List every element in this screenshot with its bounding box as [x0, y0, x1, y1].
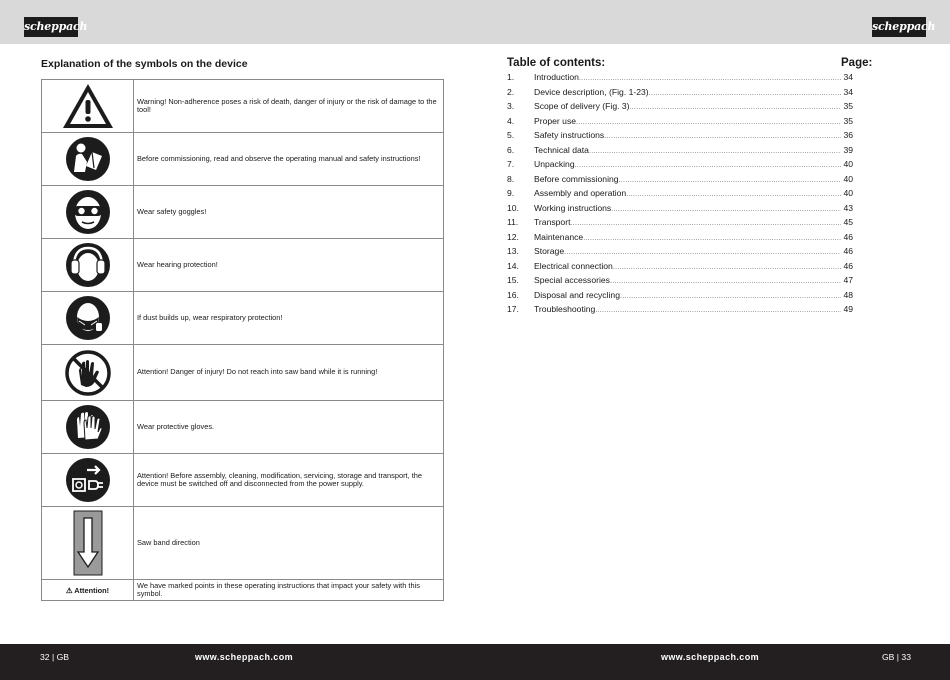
toc-leader [595, 307, 841, 314]
toc-number: 11. [507, 217, 519, 227]
toc-label: Assembly and operation [534, 188, 627, 198]
toc-label: Electrical connection [534, 260, 613, 271]
toc-entry[interactable] [507, 101, 853, 116]
scheppach-logo-left: scheppach [24, 17, 78, 37]
toc-entry[interactable] [507, 145, 853, 160]
toc-page-number: 35 [843, 115, 853, 126]
symbol-row [42, 454, 444, 507]
toc-page-number: 40 [843, 188, 853, 198]
toc-page-number: 34 [843, 86, 853, 97]
toc-leader [610, 278, 841, 285]
toc-label: Transport [534, 217, 571, 227]
toc-label: Working instructions [534, 202, 612, 213]
scheppach-logo-right: scheppach [872, 17, 926, 37]
toc-number: 7. [507, 159, 515, 169]
toc-leader [611, 206, 841, 213]
toc-title: Table of contents: [507, 57, 606, 69]
symbol-row [42, 186, 444, 239]
toc-label: Unpacking [534, 159, 575, 169]
toc-leader [649, 90, 842, 97]
toc-label: Maintenance [534, 231, 584, 242]
symbol-row [42, 292, 444, 345]
toc-page-number: 36 [843, 130, 853, 140]
saw-band-direction-arrow-icon [42, 507, 134, 580]
toc-number: 1. [507, 72, 515, 82]
symbol-row [42, 401, 444, 454]
disconnect-plug-icon [42, 454, 134, 507]
toc-entry[interactable] [507, 130, 853, 145]
toc-number: 10. [507, 202, 519, 213]
symbol-description: Saw band direction [134, 507, 444, 580]
toc-page-number: 45 [843, 217, 853, 227]
toc-label: Before commissioning [534, 173, 619, 184]
protective-gloves-icon [42, 401, 134, 454]
toc-leader [575, 162, 842, 169]
header-bar [0, 0, 950, 44]
toc-entry[interactable] [507, 275, 853, 290]
toc-label: Storage [534, 246, 565, 256]
toc-label: Technical data [534, 144, 589, 155]
toc-entry[interactable] [507, 246, 853, 261]
symbols-table [41, 79, 444, 601]
toc-label: Proper use [534, 115, 577, 126]
toc-number: 5. [507, 130, 515, 140]
toc-leader [579, 75, 842, 82]
toc-leader [570, 220, 841, 227]
toc-label: Scope of delivery (Fig. 3) [534, 101, 630, 111]
right-page-number: GB | 33 [882, 652, 911, 662]
toc-label: Introduction [534, 72, 579, 82]
toc-entry[interactable] [507, 116, 853, 131]
toc-number: 6. [507, 144, 515, 155]
toc-leader [576, 119, 841, 126]
toc-leader [564, 249, 841, 256]
symbol-row [42, 507, 444, 580]
footer-url-left[interactable]: www.scheppach.com [195, 652, 293, 662]
toc-leader [604, 133, 841, 140]
toc-entry[interactable] [507, 261, 853, 276]
toc-page-number: 46 [843, 246, 853, 256]
toc-page-number: 39 [843, 144, 853, 155]
toc-number: 3. [507, 101, 515, 111]
hearing-protection-icon [42, 239, 134, 292]
toc-label: Device description, (Fig. 1-23) [534, 86, 649, 97]
toc-number: 14. [507, 260, 519, 271]
toc-page-number: 46 [843, 260, 853, 271]
toc-number: 13. [507, 246, 519, 256]
toc-number: 4. [507, 115, 515, 126]
warning-triangle-icon [42, 80, 134, 133]
toc-number: 2. [507, 86, 515, 97]
symbol-description: Wear hearing protection! [134, 239, 444, 292]
symbol-description: Warning! Non-adherence poses a risk of death, danger of injury or the risk of damage to the tool! [134, 80, 444, 133]
toc-entry[interactable] [507, 203, 853, 218]
toc-entry[interactable] [507, 188, 853, 203]
toc-entry[interactable] [507, 174, 853, 189]
toc-page-number: 46 [843, 231, 853, 242]
symbol-description: Wear protective gloves. [134, 401, 444, 454]
toc-page-number: 49 [843, 304, 853, 314]
attention-row [42, 580, 444, 601]
toc-page-header: Page: [841, 57, 873, 69]
toc-label: Safety instructions [534, 130, 605, 140]
toc-number: 15. [507, 275, 519, 285]
toc-leader [626, 191, 841, 198]
toc-entry[interactable] [507, 232, 853, 247]
toc-entry[interactable] [507, 87, 853, 102]
toc-page-number: 40 [843, 173, 853, 184]
attention-description: We have marked points in these operating instructions that impact your safety with this symbol. [134, 580, 444, 601]
toc-page-number: 35 [843, 101, 853, 111]
attention-label: ⚠ Attention! [42, 580, 134, 601]
toc-number: 9. [507, 188, 515, 198]
toc-page-number: 47 [843, 275, 853, 285]
toc-page-number: 34 [843, 72, 853, 82]
table-of-contents [507, 72, 853, 319]
symbol-row [42, 80, 444, 133]
toc-entry[interactable] [507, 304, 853, 319]
toc-page-number: 48 [843, 289, 853, 300]
left-page-number: 32 | GB [40, 652, 69, 662]
symbols-section-title: Explanation of the symbols on the device [41, 58, 248, 70]
toc-leader [583, 235, 841, 242]
toc-number: 17. [507, 304, 519, 314]
toc-label: Disposal and recycling [534, 289, 620, 300]
read-manual-icon [42, 133, 134, 186]
toc-entry[interactable] [507, 217, 853, 232]
toc-number: 16. [507, 289, 519, 300]
symbol-row [42, 239, 444, 292]
no-reaching-hand-icon [42, 345, 134, 401]
toc-leader [613, 264, 842, 271]
respiratory-mask-icon [42, 292, 134, 345]
toc-leader [630, 104, 842, 111]
symbol-description: Before commissioning, read and observe the operating manual and safety instructions! [134, 133, 444, 186]
toc-leader [619, 177, 842, 184]
toc-leader [620, 293, 841, 300]
toc-label: Troubleshooting [534, 304, 596, 314]
symbol-description: Attention! Before assembly, cleaning, modification, servicing, storage and transport, the device must be switched off and disconnected from the power supply. [134, 454, 444, 507]
toc-label: Special accessories [534, 275, 610, 285]
toc-leader [589, 148, 841, 155]
toc-number: 8. [507, 173, 515, 184]
toc-entry[interactable] [507, 72, 853, 87]
toc-entry[interactable] [507, 159, 853, 174]
symbol-description: If dust builds up, wear respiratory protection! [134, 292, 444, 345]
safety-goggles-icon [42, 186, 134, 239]
footer-url-right[interactable]: www.scheppach.com [661, 652, 759, 662]
toc-page-number: 43 [843, 202, 853, 213]
symbol-row [42, 345, 444, 401]
symbol-row [42, 133, 444, 186]
symbol-description: Attention! Danger of injury! Do not reach into saw band while it is running! [134, 345, 444, 401]
toc-number: 12. [507, 231, 519, 242]
footer-bar [0, 644, 950, 680]
symbol-description: Wear safety goggles! [134, 186, 444, 239]
toc-entry[interactable] [507, 290, 853, 305]
toc-page-number: 40 [843, 159, 853, 169]
